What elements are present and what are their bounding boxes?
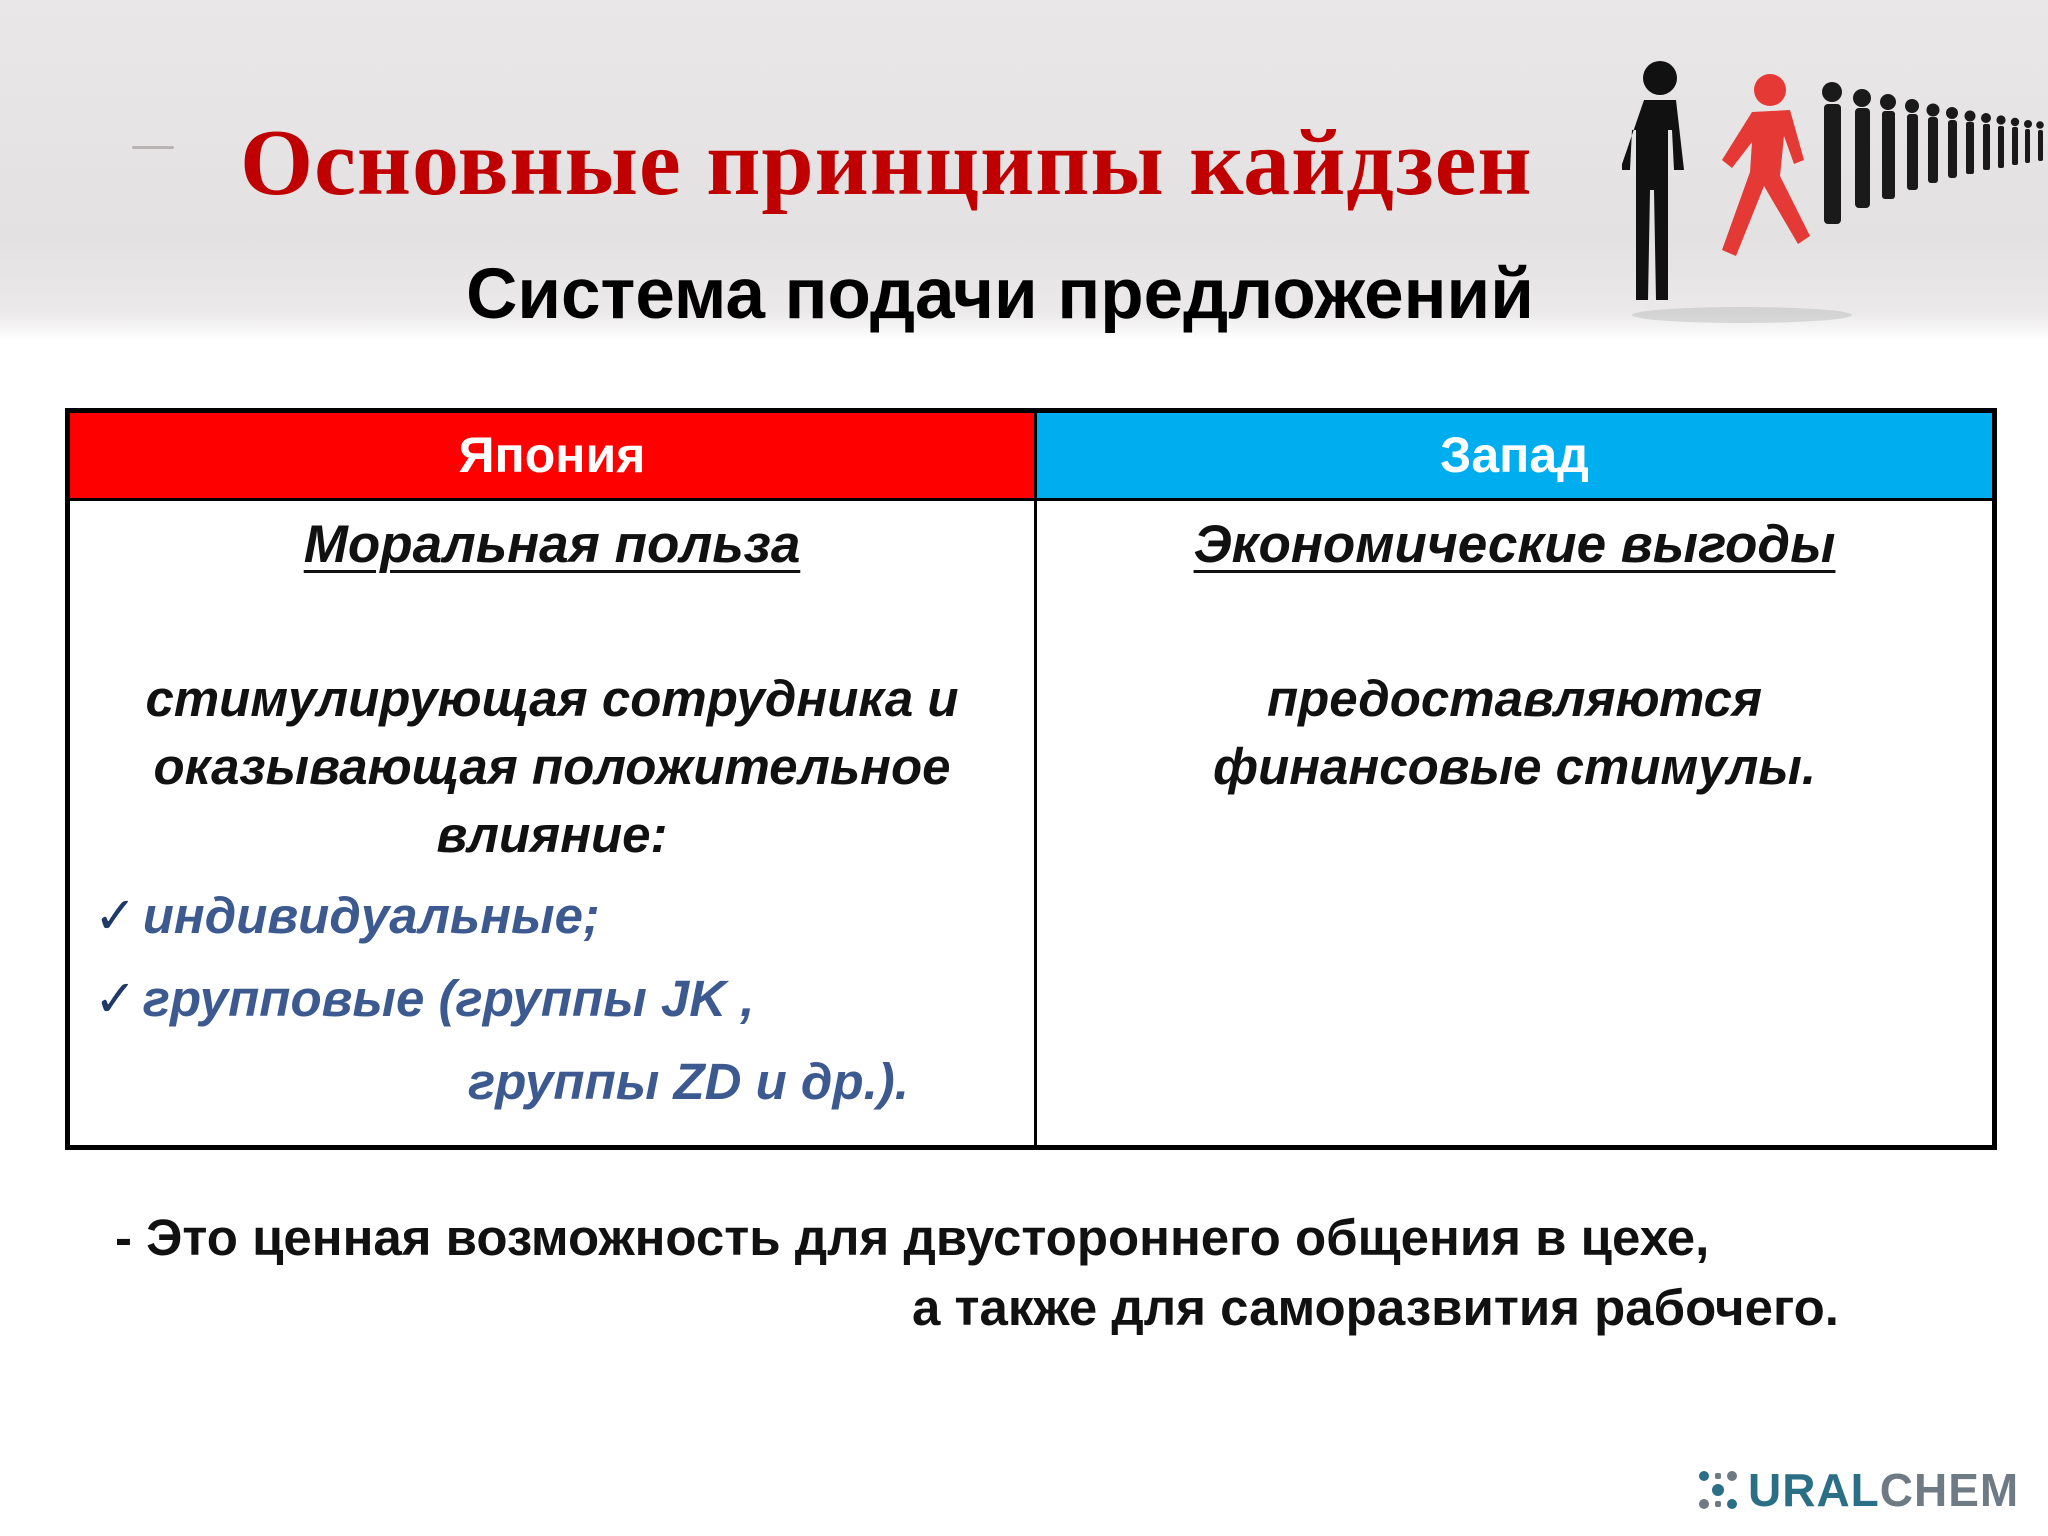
column-divider — [1034, 413, 1037, 1145]
header-dash — [132, 146, 174, 149]
checkmark-icon: ✓ — [94, 970, 137, 1027]
list-item-text: индивидуальные; — [142, 887, 600, 944]
note-line-2: а также для саморазвития рабочего. — [912, 1279, 1839, 1336]
checkmark-icon: ✓ — [94, 887, 137, 944]
slide-title: Основные принципы кайдзен — [240, 111, 1533, 215]
japan-description: стимулирующая сотрудника и оказывающая положительное влияние: — [145, 670, 959, 863]
japan-header: Япония — [70, 413, 1034, 498]
list-item — [94, 966, 754, 1032]
slide-subtitle: Система подачи предложений — [466, 255, 1534, 334]
logo-text: URALCHEM — [1748, 1464, 2020, 1516]
uralchem-logo-icon — [1696, 1468, 1740, 1512]
list-item-continuation: группы ZD и др.). — [468, 1053, 909, 1110]
list-item-text: групповые (группы JK , — [142, 970, 755, 1027]
header-divider — [70, 498, 1992, 501]
west-heading: Экономические выгоды — [1193, 515, 1836, 574]
japan-heading: Моральная польза — [303, 515, 801, 574]
west-description: предоставляются финансовые стимулы. — [1212, 670, 1817, 795]
company-logo — [1696, 1460, 2019, 1520]
note-line-1: - Это ценная возможность для двустороннего общения в цехе, — [115, 1209, 1710, 1266]
list-item — [94, 883, 600, 949]
comparison-table — [65, 408, 1997, 1150]
west-header: Запад — [1037, 413, 1992, 498]
